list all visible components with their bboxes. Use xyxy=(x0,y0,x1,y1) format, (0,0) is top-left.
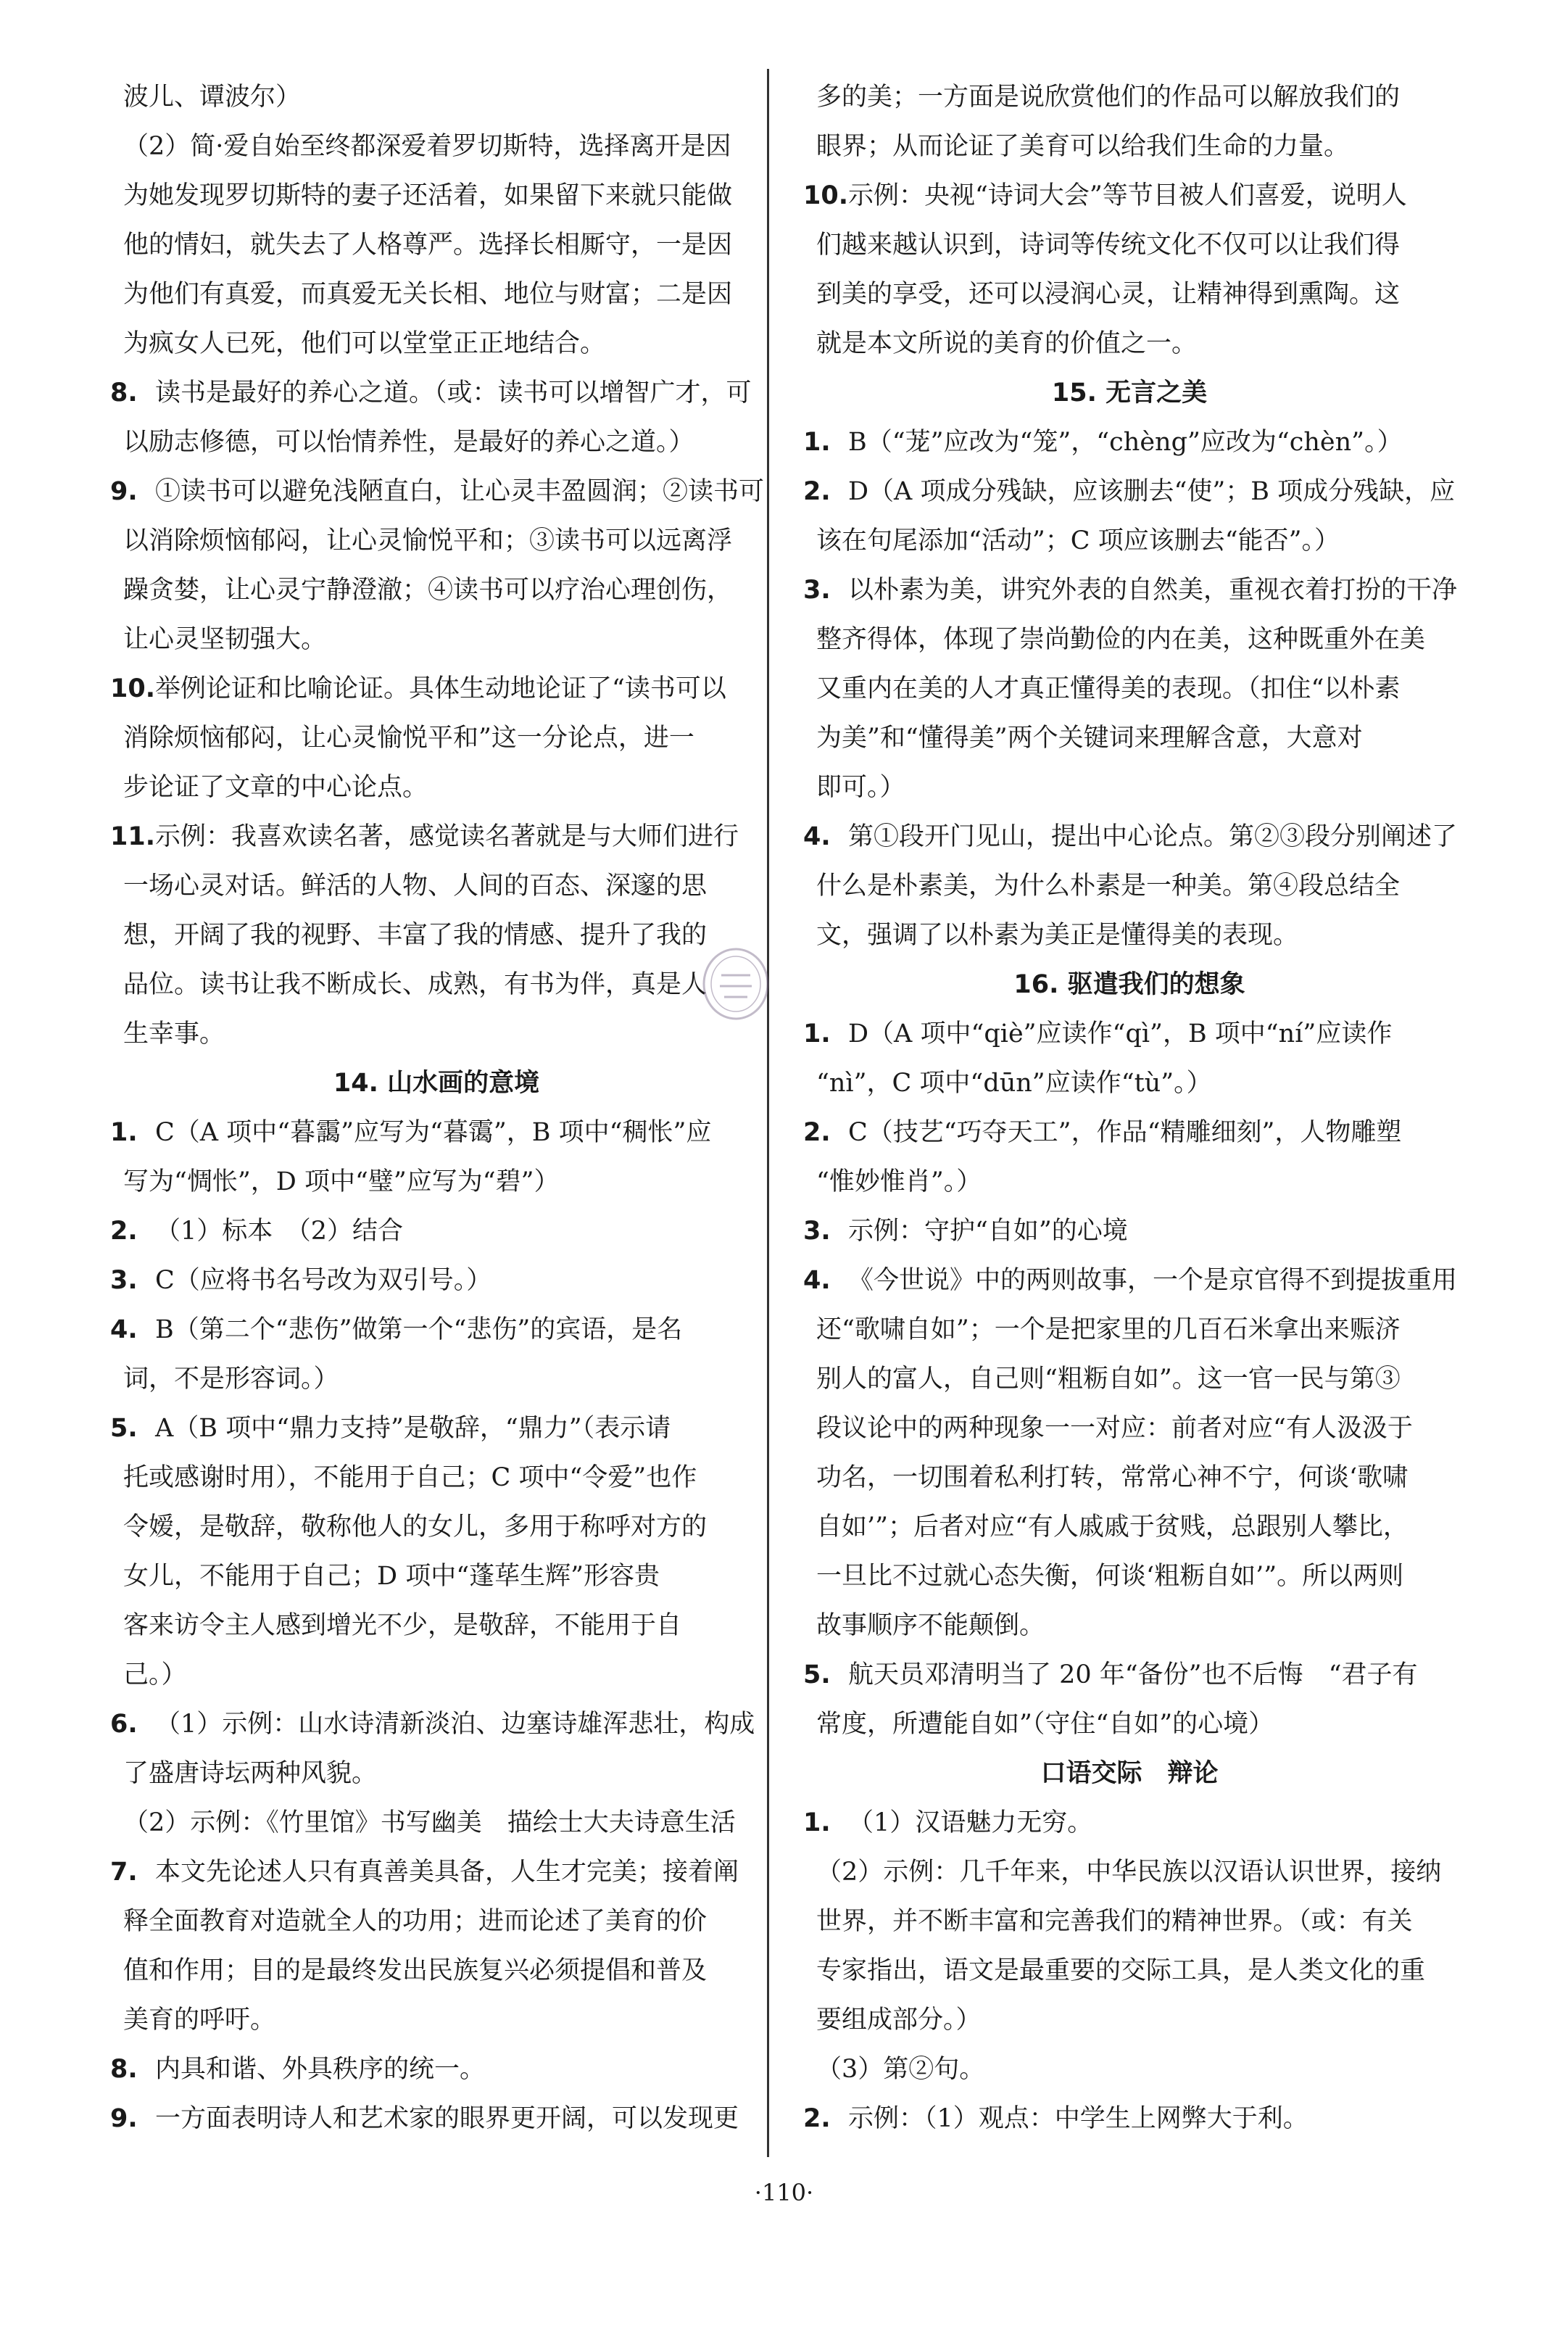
answer-line xyxy=(803,1700,1456,1749)
item-number: 2. xyxy=(110,1217,138,1246)
answer-line xyxy=(803,1108,1456,1157)
line-text: “惟妙惟肖”。） xyxy=(816,1167,982,1196)
line-text: （1）标本 （2）结合 xyxy=(155,1217,404,1246)
line-text: 功名，一切围着私利打转，常常心神不宁，何谈‘歌啸 xyxy=(816,1463,1409,1492)
line-text: 生幸事。 xyxy=(123,1019,225,1048)
line-text: 以朴素为美，讲究外表的自然美，重视衣着打扮的干净 xyxy=(848,576,1458,605)
item-number: 3. xyxy=(803,1217,831,1246)
line-text: 常度，所遭能自如”（守住“自如”的心境） xyxy=(816,1710,1274,1739)
line-text: 自如’”；后者对应“有人戚戚于贫贱，总跟别人攀比， xyxy=(816,1512,1409,1541)
line-text: 客来访令主人感到增光不少，是敬辞，不能用于自 xyxy=(123,1611,682,1640)
answer-line xyxy=(110,861,763,911)
line-text: 他的情妇，就失去了人格尊严。选择长相厮守，一是因 xyxy=(123,231,733,260)
line-text: 15. 无言之美 xyxy=(1051,378,1208,407)
answer-line xyxy=(803,1453,1456,1502)
item-number: 4. xyxy=(803,822,831,851)
answer-line xyxy=(110,516,763,566)
line-text: 值和作用；目的是最终发出民族复兴必须提倡和普及 xyxy=(123,1956,708,1985)
line-text: （2）简·爱自始至终都深爱着罗切斯特，选择离开是因 xyxy=(123,132,731,161)
line-text: 还“歌啸自如”；一个是把家里的几百石米拿出来赈济 xyxy=(816,1315,1401,1344)
answer-line xyxy=(110,1650,763,1700)
answer-line xyxy=(803,220,1456,270)
answer-line xyxy=(803,861,1456,911)
line-text: 步论证了文章的中心论点。 xyxy=(123,773,428,802)
item-number: 1. xyxy=(803,1808,831,1837)
item-number: 1. xyxy=(803,428,831,457)
line-text: （3）第②句。 xyxy=(816,2055,985,2084)
item-number: 9. xyxy=(110,2104,138,2133)
line-text: 本文先论述人只有真善美具备，人生才完美；接着阐 xyxy=(155,1858,739,1887)
answer-line xyxy=(803,615,1456,664)
left-column xyxy=(110,73,763,2143)
line-text: 消除烦恼郁闷，让心灵愉悦平和”这一分论点，进一 xyxy=(123,724,694,753)
line-text: 词，不是形容词。） xyxy=(123,1365,339,1394)
line-text: 故事顺序不能颠倒。 xyxy=(816,1611,1045,1640)
line-text: 一旦比不过就心态失衡，何谈‘粗粝自如’”。所以两则 xyxy=(816,1562,1404,1591)
line-text: 波儿、谭波尔） xyxy=(123,83,302,112)
line-text: （1）示例：山水诗清新淡泊、边塞诗雄浑悲壮，构成 xyxy=(155,1710,755,1739)
item-number: 7. xyxy=(110,1858,138,1887)
item-number: 1. xyxy=(110,1118,138,1147)
answer-line xyxy=(803,911,1456,960)
answer-line xyxy=(110,664,763,713)
answer-line xyxy=(110,319,763,368)
line-text: 就是本文所说的美育的价值之一。 xyxy=(816,329,1198,358)
line-text: 该在句尾添加“活动”；C 项应该删去“能否”。） xyxy=(816,526,1340,555)
answer-line xyxy=(110,960,763,1009)
item-number: 2. xyxy=(803,2104,831,2133)
answer-line xyxy=(803,812,1456,861)
line-text: 多的美；一方面是说欣赏他们的作品可以解放我们的 xyxy=(816,83,1401,112)
line-text: C（技艺“巧夺天工”，作品“精雕细刻”，人物雕塑 xyxy=(848,1118,1402,1147)
answer-line xyxy=(803,1601,1456,1650)
item-number: 5. xyxy=(803,1660,831,1689)
line-text: 令嫒，是敬辞，敬称他人的女儿，多用于称呼对方的 xyxy=(123,1512,708,1541)
answer-line xyxy=(803,1847,1456,1897)
line-text: 托或感谢时用），不能用于自己；C 项中“令爱”也作 xyxy=(123,1463,697,1492)
answer-line xyxy=(110,1946,763,1995)
answer-line xyxy=(110,713,763,763)
line-text: （2）示例：《竹里馆》书写幽美 描绘士大夫诗意生活 xyxy=(123,1808,736,1837)
section-heading xyxy=(803,960,1456,1009)
answer-line xyxy=(110,1847,763,1897)
answer-line xyxy=(803,2045,1456,2094)
line-text: 航天员邓清明当了 20 年“备份”也不后悔 “君子有 xyxy=(848,1660,1418,1689)
answer-line xyxy=(110,1157,763,1207)
answer-line xyxy=(110,122,763,171)
line-text: 美育的呼吁。 xyxy=(123,2006,276,2035)
answer-line xyxy=(803,1305,1456,1354)
answer-line xyxy=(803,73,1456,122)
section-heading xyxy=(803,1749,1456,1798)
item-number: 10. xyxy=(110,674,156,703)
line-text: 示例：我喜欢读名著，感觉读名著就是与大师们进行 xyxy=(155,822,739,851)
answer-line xyxy=(803,1059,1456,1108)
answer-line xyxy=(110,1700,763,1749)
line-text: 内具和谐、外具秩序的统一。 xyxy=(155,2055,486,2084)
line-text: 什么是朴素美，为什么朴素是一种美。第④段总结全 xyxy=(816,872,1401,901)
line-text: 示例：守护“自如”的心境 xyxy=(848,1217,1128,1246)
page-number: ·110· xyxy=(754,2179,814,2206)
answer-line xyxy=(803,1009,1456,1059)
line-text: 16. 驱遣我们的想象 xyxy=(1013,970,1245,999)
line-text: 让心灵坚韧强大。 xyxy=(123,625,327,654)
answer-line xyxy=(803,171,1456,220)
line-text: 即可。） xyxy=(816,773,905,802)
answer-line xyxy=(110,73,763,122)
answer-line xyxy=(110,1354,763,1404)
line-text: 14. 山水画的意境 xyxy=(333,1069,540,1098)
answer-line xyxy=(803,1207,1456,1256)
answer-line xyxy=(803,2094,1456,2143)
line-text: B（“茏”应改为“笼”，“chèng”应改为“chèn”。） xyxy=(848,428,1403,457)
answer-line xyxy=(110,1749,763,1798)
answer-line xyxy=(803,664,1456,713)
answer-line xyxy=(110,1453,763,1502)
line-text: 为美”和“懂得美”两个关键词来理解含意，大意对 xyxy=(816,724,1363,753)
answer-line xyxy=(110,911,763,960)
line-text: 别人的富人，自己则“粗粝自如”。这一官一民与第③ xyxy=(816,1365,1401,1394)
answer-line xyxy=(110,566,763,615)
line-text: 释全面教育对造就全人的功用；进而论述了美育的价 xyxy=(123,1907,708,1936)
answer-line xyxy=(110,1897,763,1946)
answer-line xyxy=(110,1502,763,1552)
item-number: 5. xyxy=(110,1414,138,1443)
line-text: 到美的享受，还可以浸润心灵，让精神得到熏陶。这 xyxy=(816,280,1401,309)
item-number: 6. xyxy=(110,1710,138,1739)
item-number: 11. xyxy=(110,822,156,851)
answer-line xyxy=(110,467,763,516)
section-heading xyxy=(110,1059,763,1108)
item-number: 4. xyxy=(110,1315,138,1344)
line-text: C（应将书名号改为双引号。） xyxy=(155,1266,492,1295)
answer-line xyxy=(110,1404,763,1453)
line-text: 示例：（1）观点：中学生上网弊大于利。 xyxy=(848,2104,1308,2133)
line-text: 写为“惆怅”，D 项中“璧”应写为“碧”） xyxy=(123,1167,560,1196)
answer-line xyxy=(803,1157,1456,1207)
line-text: “nì”，C 项中“dūn”应读作“tù”。） xyxy=(816,1069,1212,1098)
line-text: 世界，并不断丰富和完善我们的精神世界。（或：有关 xyxy=(816,1907,1413,1936)
line-text: 整齐得体，体现了崇尚勤俭的内在美，这种既重外在美 xyxy=(816,625,1426,654)
answer-line xyxy=(803,467,1456,516)
answer-line xyxy=(803,516,1456,566)
line-text: 《今世说》中的两则故事，一个是京官得不到提拔重用 xyxy=(848,1266,1458,1295)
answer-line xyxy=(110,368,763,418)
item-number: 8. xyxy=(110,2055,138,2084)
line-text: 又重内在美的人才真正懂得美的表现。（扣住“以朴素 xyxy=(816,674,1401,703)
line-text: 以消除烦恼郁闷，让心灵愉悦平和；③读书可以远离浮 xyxy=(123,526,733,555)
answer-line xyxy=(110,1995,763,2045)
item-number: 2. xyxy=(803,1118,831,1147)
item-number: 1. xyxy=(803,1019,831,1048)
answer-line xyxy=(110,1798,763,1847)
answer-line xyxy=(110,615,763,664)
line-text: A（B 项中“鼎力支持”是敬辞，“鼎力”（表示请 xyxy=(155,1414,671,1443)
line-text: 为他们有真爱，而真爱无关长相、地位与财富；二是因 xyxy=(123,280,733,309)
line-text: 为疯女人已死，他们可以堂堂正正地结合。 xyxy=(123,329,606,358)
line-text: 为她发现罗切斯特的妻子还活着，如果留下来就只能做 xyxy=(123,181,733,210)
line-text: 一场心灵对话。鲜活的人物、人间的百态、深邃的思 xyxy=(123,872,708,901)
line-text: （1）汉语魅力无穷。 xyxy=(848,1808,1093,1837)
line-text: 文，强调了以朴素为美正是懂得美的表现。 xyxy=(816,921,1299,950)
answer-line xyxy=(803,1946,1456,1995)
answer-line xyxy=(803,713,1456,763)
line-text: 段议论中的两种现象一一对应：前者对应“有人汲汲于 xyxy=(816,1414,1413,1443)
answer-line xyxy=(803,122,1456,171)
item-number: 9. xyxy=(110,477,138,506)
answer-line xyxy=(803,1897,1456,1946)
line-text: 要组成部分。） xyxy=(816,2006,982,2035)
right-column xyxy=(803,73,1456,2143)
line-text: 举例论证和比喻论证。具体生动地论证了“读书可以 xyxy=(155,674,726,703)
item-number: 2. xyxy=(803,477,831,506)
answer-line xyxy=(110,1256,763,1305)
watermark-stamp-icon xyxy=(700,946,772,1022)
line-text: 品位。读书让我不断成长、成熟，有书为伴，真是人 xyxy=(123,970,708,999)
line-text: 读书是最好的养心之道。（或：读书可以增智广才，可 xyxy=(155,378,752,407)
answer-line xyxy=(803,1354,1456,1404)
answer-line xyxy=(803,1995,1456,2045)
answer-line xyxy=(110,2045,763,2094)
line-text: 躁贪婪，让心灵宁静澄澈；④读书可以疗治心理创伤， xyxy=(123,576,733,605)
line-text: 眼界；从而论证了美育可以给我们生命的力量。 xyxy=(816,132,1350,161)
answer-line xyxy=(803,270,1456,319)
answer-line xyxy=(110,171,763,220)
line-text: 以励志修德，可以怡情养性，是最好的养心之道。） xyxy=(123,428,694,457)
line-text: C（A 项中“暮靄”应写为“暮霭”，B 项中“稠怅”应 xyxy=(155,1118,712,1147)
answer-line xyxy=(803,1650,1456,1700)
line-text: D（A 项中“qiè”应读作“qì”，B 项中“ní”应读作 xyxy=(848,1019,1393,1048)
section-heading xyxy=(803,368,1456,418)
answer-line xyxy=(110,1009,763,1059)
answer-line xyxy=(110,418,763,467)
answer-line xyxy=(110,763,763,812)
answer-line xyxy=(803,566,1456,615)
answer-line xyxy=(803,1502,1456,1552)
answer-line xyxy=(803,763,1456,812)
answer-line xyxy=(110,1601,763,1650)
line-text: 想，开阔了我的视野、丰富了我的情感、提升了我的 xyxy=(123,921,708,950)
answer-line xyxy=(803,1256,1456,1305)
answer-line xyxy=(110,1108,763,1157)
answer-line xyxy=(803,418,1456,467)
line-text: D（A 项成分残缺，应该删去“使”；B 项成分残缺，应 xyxy=(848,477,1456,506)
answer-line xyxy=(803,1798,1456,1847)
line-text: 专家指出，语文是最重要的交际工具，是人类文化的重 xyxy=(816,1956,1426,1985)
answer-line xyxy=(803,319,1456,368)
answer-line xyxy=(110,220,763,270)
item-number: 4. xyxy=(803,1266,831,1295)
line-text: B（第二个“悲伤”做第一个“悲伤”的宾语，是名 xyxy=(155,1315,683,1344)
line-text: （2）示例：几千年来，中华民族以汉语认识世界，接纳 xyxy=(816,1858,1442,1887)
answer-line xyxy=(110,1305,763,1354)
item-number: 8. xyxy=(110,378,138,407)
item-number: 3. xyxy=(803,576,831,605)
line-text: 口语交际 辩论 xyxy=(1040,1759,1219,1788)
answer-line xyxy=(110,270,763,319)
column-divider xyxy=(767,69,769,2157)
answer-line xyxy=(110,1552,763,1601)
answer-line xyxy=(803,1404,1456,1453)
line-text: 第①段开门见山，提出中心论点。第②③段分别阐述了 xyxy=(848,822,1458,851)
item-number: 10. xyxy=(803,181,849,210)
line-text: 们越来越认识到，诗词等传统文化不仅可以让我们得 xyxy=(816,231,1401,260)
line-text: ①读书可以避免浅陋直白，让心灵丰盈圆润；②读书可 xyxy=(155,477,765,506)
line-text: 一方面表明诗人和艺术家的眼界更开阔，可以发现更 xyxy=(155,2104,739,2133)
line-text: 了盛唐诗坛两种风貌。 xyxy=(123,1759,378,1788)
item-number: 3. xyxy=(110,1266,138,1295)
answer-line xyxy=(110,1207,763,1256)
line-text: 示例：央视“诗词大会”等节目被人们喜爱，说明人 xyxy=(848,181,1407,210)
line-text: 己。） xyxy=(123,1660,187,1689)
answer-line xyxy=(803,1552,1456,1601)
answer-line xyxy=(110,2094,763,2143)
line-text: 女儿，不能用于自己；D 项中“蓬荜生辉”形容贵 xyxy=(123,1562,660,1591)
answer-line xyxy=(110,812,763,861)
